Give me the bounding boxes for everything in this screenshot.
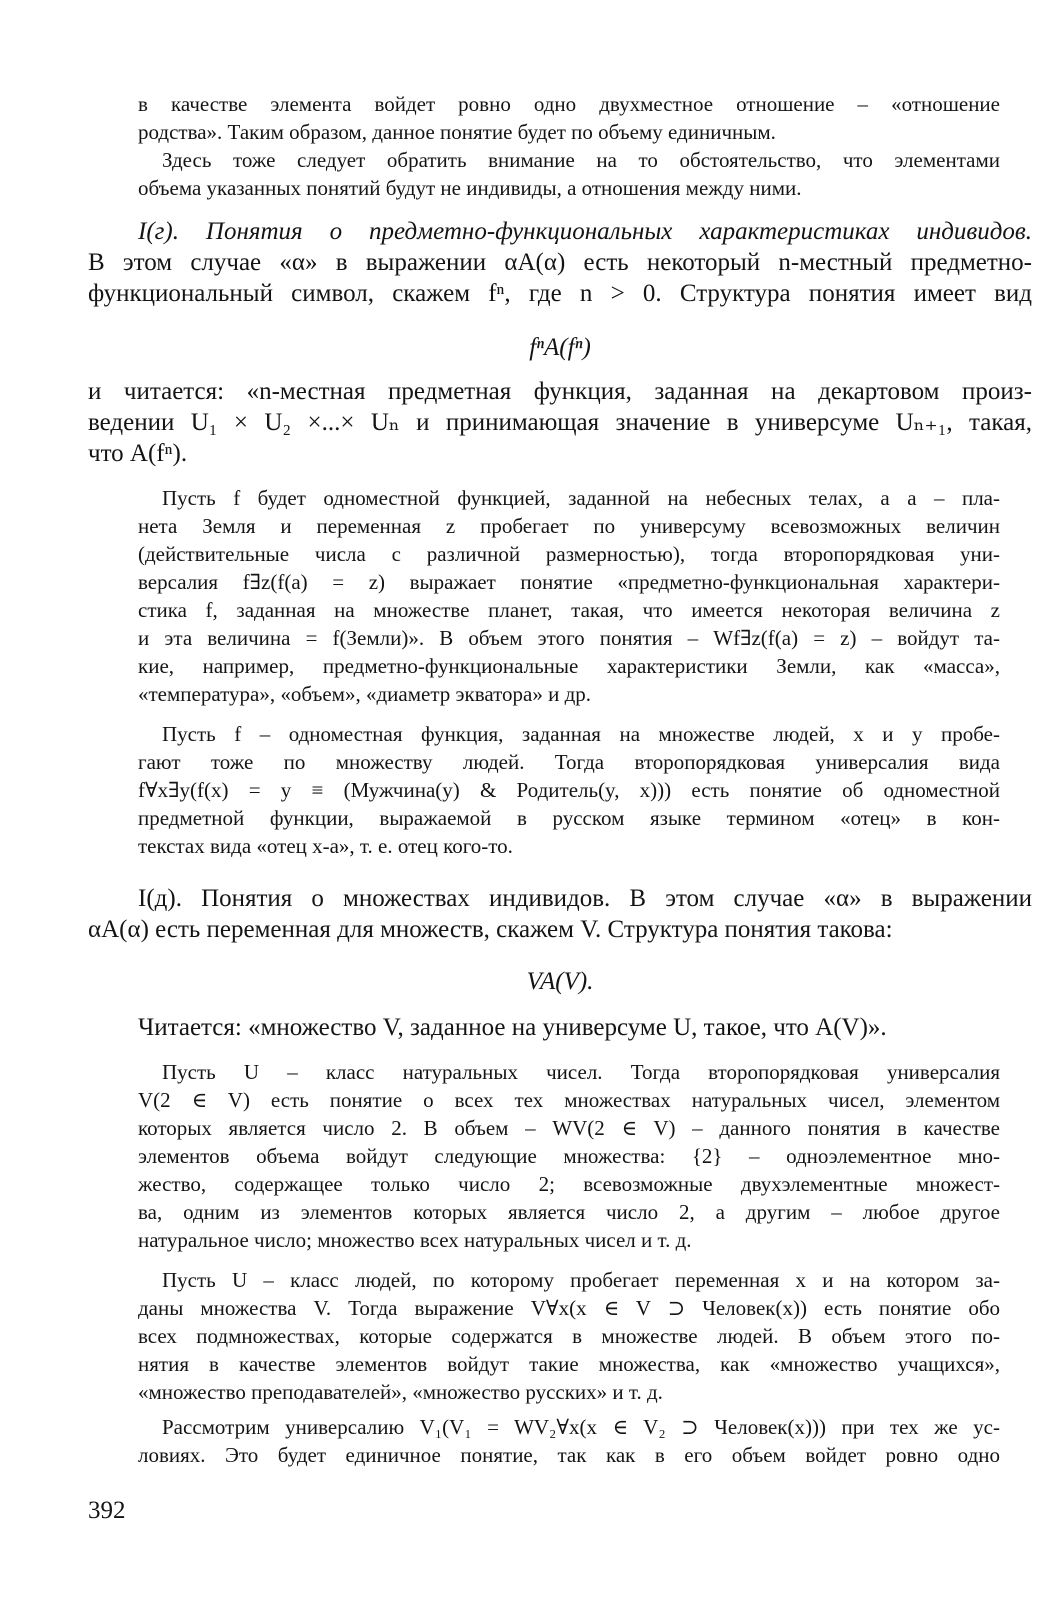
text-line: которых является число 2. В объем – WV(2 ∈ V) – данного понятия в качестве bbox=[138, 1116, 1000, 1140]
paragraph-note bbox=[138, 146, 1000, 202]
formula: fⁿA(fⁿ) bbox=[529, 334, 591, 361]
text-line: и эта величина = f(Земли)». В объем этого понятия – Wf∃z(f(a) = z) – войдут та- bbox=[138, 626, 1000, 650]
paragraph-example-natural-numbers bbox=[138, 1058, 1000, 1254]
text-line: что A(fⁿ). bbox=[88, 440, 188, 467]
section-d-paragraph bbox=[88, 883, 1032, 945]
text-line: даны множества V. Тогда выражение V∀x(x ∈ V ⊃ Человек(x)) есть понятие обо bbox=[138, 1296, 1000, 1320]
text-line: предметной функции, выражаемой в русском языке термином «отец» в кон- bbox=[138, 806, 1000, 830]
paragraph-example-planet bbox=[138, 484, 1000, 708]
text-line: Пусть f – одноместная функция, заданная на множестве людей, x и y пробе- bbox=[162, 722, 1000, 746]
text-line: родства». Таким образом, данное понятие будет по объему единичным. bbox=[138, 120, 776, 144]
text-line: функциональный символ, скажем fⁿ, где n > 0. Структура понятия имеет вид bbox=[88, 280, 1032, 307]
page-number: 392 bbox=[88, 1497, 126, 1524]
text-line: ва, одним из элементов которых является число 2, а другим – любое другое bbox=[138, 1200, 1000, 1224]
text-line: ведении U₁ × U₂ ×...× Uₙ и принимающая значение в универсуме Uₙ₊₁, такая, bbox=[88, 409, 1032, 436]
formula-function-concept bbox=[88, 332, 1032, 363]
paragraph-example-people-sets bbox=[138, 1266, 1000, 1406]
text-line: натуральное число; множество всех натуральных чисел и т. д. bbox=[138, 1228, 692, 1252]
text-line: нятия в качестве элементов войдут такие множества, как «множество учащихся», bbox=[138, 1352, 1000, 1376]
text-line: Читается: «множество V, заданное на универсуме U, такое, что A(V)». bbox=[138, 1014, 887, 1041]
text-line: Рассмотрим универсалию V₁(V₁ = WV₂∀x(x ∈ V₂ ⊃ Человек(x))) при тех же ус- bbox=[162, 1415, 1000, 1439]
text-line: V(2 ∈ V) есть понятие о всех тех множествах натуральных чисел, элементом bbox=[138, 1088, 1000, 1112]
text-line: αA(α) есть переменная для множеств, скажем V. Структура понятия такова: bbox=[88, 916, 893, 943]
text-line: В этом случае «α» в выражении αA(α) есть некоторый n-местный предметно- bbox=[88, 249, 1032, 276]
text-line: Пусть f будет одноместной функцией, заданной на небесных телах, а a – пла- bbox=[162, 486, 1000, 510]
text-line: «температура», «объем», «диаметр экватора» и др. bbox=[138, 682, 592, 706]
section-g-paragraph bbox=[88, 216, 1032, 309]
paragraph-example-father bbox=[138, 720, 1000, 860]
text-line: ловиях. Это будет единичное понятие, так как в его объем войдет ровно одно bbox=[138, 1443, 1000, 1467]
formula: VA(V). bbox=[526, 968, 594, 995]
text-line: текстах вида «отец x-а», т. е. отец кого-то. bbox=[138, 834, 513, 858]
text-line: f∀x∃y(f(x) = y ≡ (Мужчина(y) & Родитель(y, x))) есть понятие об одноместной bbox=[138, 778, 1000, 802]
text-line: Здесь тоже следует обратить внимание на то обстоятельство, что элементами bbox=[162, 148, 1000, 172]
text-line: и читается: «n-местная предметная функция, заданная на декартовом произ- bbox=[88, 378, 1032, 405]
text-line: гают тоже по множеству людей. Тогда второпорядковая универсалия вида bbox=[138, 750, 1000, 774]
text-line: версалия f∃z(f(a) = z) выражает понятие «предметно-функциональная характери- bbox=[138, 570, 1000, 594]
text-line: Пусть U – класс людей, по которому пробегает переменная x и на котором за- bbox=[162, 1268, 1000, 1292]
text-line: (действительные числа с различной размерностью), тогда второпорядковая уни- bbox=[138, 542, 1000, 566]
text-line: нета Земля и переменная z пробегает по универсуму всевозможных величин bbox=[138, 514, 1000, 538]
paragraph-example-singular bbox=[138, 1413, 1000, 1469]
paragraph-intro bbox=[138, 90, 1000, 146]
text-line: жество, содержащее только число 2; всевозможные двухэлементные множест- bbox=[138, 1172, 1000, 1196]
text-line: кие, например, предметно-функциональные характеристики Земли, как «масса», bbox=[138, 654, 1000, 678]
paragraph-read-g bbox=[88, 376, 1032, 469]
section-heading: I(д). Понятия о множествах индивидов. В этом случае «α» в выражении bbox=[138, 885, 1032, 912]
text-line: всех подмножествах, которые содержатся в множестве людей. В объем этого по- bbox=[138, 1324, 1000, 1348]
text-line: элементов объема войдут следующие множества: {2} – одноэлементное мно- bbox=[138, 1144, 1000, 1168]
text-line: Пусть U – класс натуральных чисел. Тогда второпорядковая универсалия bbox=[162, 1060, 1000, 1084]
formula-set-concept bbox=[88, 966, 1032, 997]
text-line: объема указанных понятий будут не индивиды, а отношения между ними. bbox=[138, 176, 802, 200]
text-line: «множество преподавателей», «множество русских» и т. д. bbox=[138, 1380, 663, 1404]
section-heading: I(г). Понятия о предметно-функциональных характеристиках индивидов. bbox=[138, 218, 1032, 245]
paragraph-read-d bbox=[88, 1012, 1032, 1043]
text-line: стика f, заданная на множестве планет, такая, что имеется некоторая величина z bbox=[138, 598, 1000, 622]
text-line: в качестве элемента войдет ровно одно двухместное отношение – «отношение bbox=[138, 92, 1000, 116]
